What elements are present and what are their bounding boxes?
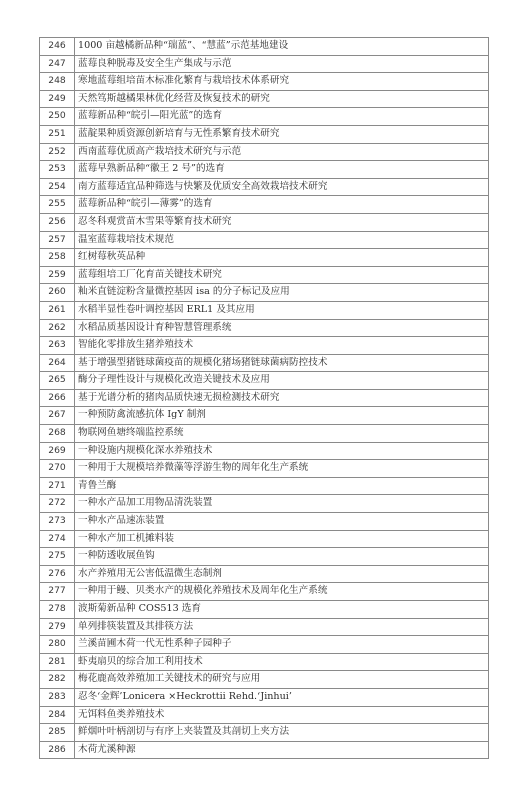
table-row [40,601,489,619]
table-row [40,143,489,161]
project-name: 1000 亩越橘新品种“瑞蓝”、“慧蓝”示范基地建设 [75,38,489,56]
row-number: 255 [40,196,75,214]
row-number: 249 [40,90,75,108]
table-row [40,530,489,548]
row-number: 270 [40,460,75,478]
row-number: 281 [40,653,75,671]
table-row [40,55,489,73]
table-row [40,389,489,407]
table-row [40,178,489,196]
table-row [40,565,489,583]
table-row [40,477,489,495]
row-number: 266 [40,389,75,407]
row-number: 268 [40,425,75,443]
project-name: 蓝莓良种脱毒及安全生产集成与示范 [75,55,489,73]
row-number: 262 [40,319,75,337]
project-name: 蓝莓新品种“皖引—薄雾”的选育 [75,196,489,214]
table-row [40,495,489,513]
row-number: 271 [40,477,75,495]
row-number: 285 [40,724,75,742]
table-row [40,407,489,425]
row-number: 273 [40,513,75,531]
row-number: 267 [40,407,75,425]
row-number: 259 [40,266,75,284]
project-name: 单列排筷装置及其排筷方法 [75,618,489,636]
table-row [40,724,489,742]
table-row [40,73,489,91]
project-name: 蓝莓组培工厂化育苗关键技术研究 [75,266,489,284]
project-name: 木荷尤溪种源 [75,741,489,759]
project-name: 寒地蓝莓组培苗木标准化繁育与栽培技术体系研究 [75,73,489,91]
row-number: 286 [40,741,75,759]
project-name: 一种水产品加工用物品清洗装置 [75,495,489,513]
project-name: 一种用于鳗、贝类水产的规模化养殖技术及周年化生产系统 [75,583,489,601]
project-name: 南方蓝莓适宜品种筛选与快繁及优质安全高效栽培技术研究 [75,178,489,196]
project-name: 梅花鹿高效养殖加工关键技术的研究与应用 [75,671,489,689]
row-number: 278 [40,601,75,619]
project-name: 籼米直链淀粉含量微控基因 isa 的分子标记及应用 [75,284,489,302]
row-number: 248 [40,73,75,91]
table-row [40,266,489,284]
project-name: 青鲁兰酶 [75,477,489,495]
table-row [40,125,489,143]
row-number: 246 [40,38,75,56]
project-name: 虾夷扇贝的综合加工利用技术 [75,653,489,671]
row-number: 272 [40,495,75,513]
row-number: 279 [40,618,75,636]
project-name: 一种设施内规模化深水养殖技术 [75,442,489,460]
row-number: 254 [40,178,75,196]
project-name: 波斯菊新品种 COS513 选育 [75,601,489,619]
project-name: 天然笃斯越橘果林优化经营及恢复技术的研究 [75,90,489,108]
row-number: 247 [40,55,75,73]
table-row [40,354,489,372]
table-row [40,425,489,443]
project-name: 基于光谱分析的猪肉品质快速无损检测技术研究 [75,389,489,407]
project-name: 水稻品质基因设计育种智慧管理系统 [75,319,489,337]
row-number: 250 [40,108,75,126]
row-number: 257 [40,231,75,249]
project-name: 一种水产品速冻装置 [75,513,489,531]
table-row [40,249,489,267]
table-row [40,688,489,706]
row-number: 269 [40,442,75,460]
row-number: 252 [40,143,75,161]
row-number: 251 [40,125,75,143]
project-name: 一种防透收展鱼钩 [75,548,489,566]
row-number: 253 [40,161,75,179]
project-name: 忍冬科观赏苗木雪果等繁育技术研究 [75,213,489,231]
table-row [40,108,489,126]
project-name: 蓝莓新品种“皖引—阳光蓝”的选育 [75,108,489,126]
row-number: 258 [40,249,75,267]
project-name: 酶分子理性设计与规模化改造关键技术及应用 [75,372,489,390]
project-table [39,37,489,759]
table-row [40,161,489,179]
table-row [40,513,489,531]
table-row [40,372,489,390]
row-number: 280 [40,636,75,654]
table-row [40,442,489,460]
project-table-body [40,38,489,759]
table-row [40,38,489,56]
row-number: 274 [40,530,75,548]
row-number: 276 [40,565,75,583]
project-name: 兰溪苗圃木荷一代无性系种子园种子 [75,636,489,654]
table-row [40,671,489,689]
table-row [40,213,489,231]
row-number: 260 [40,284,75,302]
table-row [40,548,489,566]
table-row [40,319,489,337]
row-number: 277 [40,583,75,601]
table-row [40,653,489,671]
row-number: 283 [40,688,75,706]
project-name: 忍冬‘金辉’Lonicera ×Heckrottii Rehd.‘Jinhui’ [75,688,489,706]
project-name: 无饵料鱼类养殖技术 [75,706,489,724]
project-name: 一种水产加工机摊料装 [75,530,489,548]
row-number: 261 [40,301,75,319]
project-name: 水稻半显性卷叶调控基因 ERL1 及其应用 [75,301,489,319]
project-name: 一种预防禽流感抗体 IgY 制剂 [75,407,489,425]
project-name: 温室蓝莓栽培技术规范 [75,231,489,249]
project-name: 红树莓秋英品种 [75,249,489,267]
table-row [40,231,489,249]
table-row [40,741,489,759]
project-name: 一种用于大规模培养微藻等浮游生物的周年化生产系统 [75,460,489,478]
project-name: 西南蓝莓优质高产栽培技术研究与示范 [75,143,489,161]
project-name: 蓝莓早熟新品种“徽王 2 号”的选育 [75,161,489,179]
project-name: 智能化零排放生猪养殖技术 [75,337,489,355]
table-row [40,636,489,654]
table-row [40,706,489,724]
row-number: 264 [40,354,75,372]
table-row [40,618,489,636]
table-row [40,583,489,601]
project-name: 鲜烟叶叶柄剖切与有序上夹装置及其剖切上夹方法 [75,724,489,742]
table-row [40,337,489,355]
row-number: 275 [40,548,75,566]
row-number: 284 [40,706,75,724]
project-name: 物联网鱼塘终端监控系统 [75,425,489,443]
table-row [40,90,489,108]
project-name: 水产养殖用无公害低温微生态制剂 [75,565,489,583]
row-number: 265 [40,372,75,390]
project-name: 基于增强型猪链球菌疫苗的规模化猪场猪链球菌病防控技术 [75,354,489,372]
table-row [40,301,489,319]
table-row [40,460,489,478]
row-number: 256 [40,213,75,231]
table-row [40,196,489,214]
row-number: 282 [40,671,75,689]
row-number: 263 [40,337,75,355]
table-row [40,284,489,302]
project-name: 蓝靛果种质资源创新培育与无性系繁育技术研究 [75,125,489,143]
